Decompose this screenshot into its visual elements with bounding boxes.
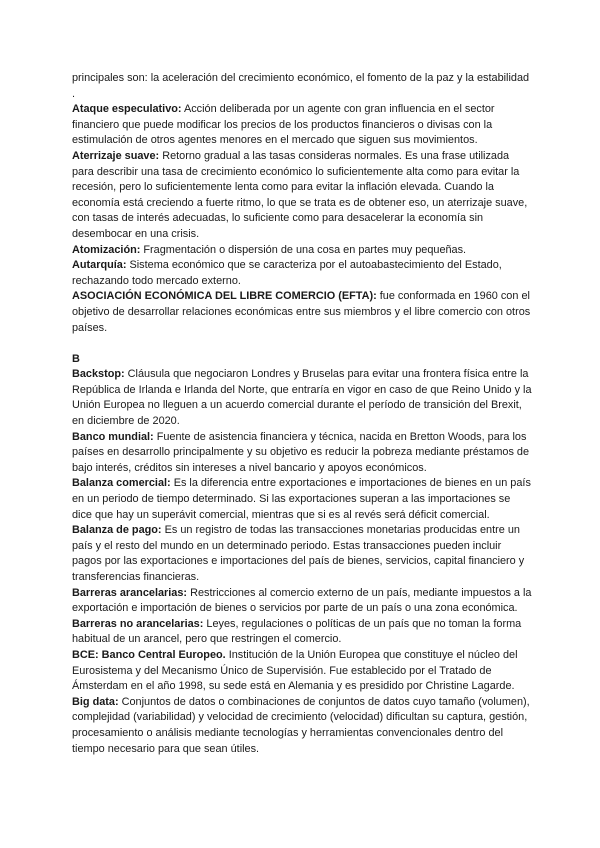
section-b-heading: B	[72, 352, 80, 365]
entry-autarquia	[72, 258, 532, 289]
entry-definition: Cláusula que negociaron Londres y Bruselas para evitar una frontera física entre la República de Irlanda e Irlanda del Norte, que entraría en vigor en caso de que Reino Unido y la Unión Europea no lleguen a un acuerdo comercial durante el período de transición del Brexit, en diciembre de 2020.	[72, 368, 532, 428]
entry-term: Barreras no arancelarias:	[72, 617, 204, 630]
entry-definition: Es un registro de todas las transacciones monetarias producidas entre un país y el resto del mundo en un determinado periodo. Estas transacciones pueden incluir pagos por las exportaciones e importaciones del país de bienes, servicios, capital financiero y transferencias financieras.	[72, 524, 525, 583]
entry-atomizacion	[72, 243, 532, 259]
entry-definition: Conjuntos de datos o combinaciones de conjuntos de datos cuyo tamaño (volumen), complejidad (variabilidad) y velocidad de crecimiento (velocidad) dificultan su captura, gestión, procesamiento o análisis mediante tecnologías y herramientas convencionales dentro del tiempo necesario para que sean útiles.	[72, 695, 530, 755]
entry-definition: fue conformada en 1960 con el objetivo de desarrollar relaciones económicas entre sus miembros y el libre comercio con otros países.	[72, 290, 531, 334]
entry-term: Autarquía:	[72, 259, 127, 272]
entry-definition: Leyes, regulaciones o políticas de un país que no toman la forma habitual de un arancel, pero que restringen el comercio.	[72, 617, 522, 646]
entry-definition: Acción deliberada por un agente con gran influencia en el sector financiero que puede modificar los precios de los productos financieros o divisas con la estimulación de otros agentes menores en el mercado que siguen sus movimientos.	[72, 103, 495, 147]
entry-definition: Es la diferencia entre exportaciones e importaciones de bienes en un país en un periodo de tiempo determinado. Si las exportaciones superan a las importaciones se dice que hay un superávit comercial, mientras que si es al revés será déficit comercial.	[72, 477, 531, 521]
entry-barreras-arancelarias	[72, 586, 532, 617]
entry-term: Balanza de pago:	[72, 524, 162, 537]
entry-bce	[72, 648, 532, 695]
entry-efta	[72, 289, 532, 336]
entry-banco-mundial	[72, 430, 532, 477]
entry-big-data	[72, 695, 532, 757]
entry-term: Backstop:	[72, 368, 125, 381]
entry-term: BCE: Banco Central Europeo.	[72, 648, 226, 661]
entry-term: Barreras arancelarias:	[72, 586, 188, 599]
entry-backstop	[72, 367, 532, 429]
entry-balanza-de-pago	[72, 523, 532, 585]
entry-definition: Fragmentación o dispersión de una cosa en partes muy pequeñas.	[140, 243, 467, 256]
entry-definition: Sistema económico que se caracteriza por el autoabastecimiento del Estado, rechazando todo mercado externo.	[72, 259, 502, 287]
entry-aterrizaje-suave	[72, 149, 532, 243]
section-b-entries	[72, 367, 532, 757]
entry-term: Balanza comercial:	[72, 477, 171, 490]
entry-definition: Institución de la Unión Europea que constituye el núcleo del Eurosistema y del Mecanismo Único de Supervisión. Fue establecido por el Tratado de Ámsterdam en el año 1998, su sede está en Alemania y es presidido por Christine Lagarde.	[72, 648, 518, 693]
entry-definition: Restricciones al comercio externo de un país, mediante impuestos a la exportación e importación de bienes o servicios por parte de un país o una zona económica.	[72, 586, 532, 615]
entry-definition: Fuente de asistencia financiera y técnica, nacida en Bretton Woods, para los países en desarrollo principalmente y su objetivo es reducir la pobreza mediante préstamos de bajo interés, créditos sin intereses a nivel bancario y apoyos económicos.	[72, 430, 530, 474]
section-spacer	[72, 336, 532, 352]
entry-term: Banco mundial:	[72, 430, 154, 443]
intro-continuation: principales son: la aceleración del crecimiento económico, el fomento de la paz y la estabilidad .	[72, 72, 530, 100]
entry-term: Ataque especulativo:	[72, 103, 182, 116]
entry-term: Atomización:	[72, 243, 141, 256]
entry-barreras-no-arancelarias	[72, 617, 532, 648]
entry-ataque-especulativo	[72, 102, 532, 149]
entry-term: Aterrizaje suave:	[72, 149, 160, 162]
section-a-entries	[72, 102, 532, 336]
entry-definition: Retorno gradual a las tasas consideras normales. Es una frase utilizada para describir una tasa de crecimiento económico lo suficientemente alta como para evitar la recesión, pero lo suficientemente lenta como para evitar la inflación elevada. Cuando la economía está creciendo a fuerte ritmo, lo que se trata es de obtener eso, un aterrizaje suave, con tasas de interés adecuadas, lo suficiente como para desacelerar la economía sin desembocar en una crisis.	[72, 149, 528, 240]
entry-balanza-comercial	[72, 476, 532, 523]
entry-term: Big data:	[72, 695, 119, 708]
entry-term: ASOCIACIÓN ECONÓMICA DEL LIBRE COMERCIO (EFTA):	[72, 290, 377, 303]
document-page	[72, 71, 532, 757]
